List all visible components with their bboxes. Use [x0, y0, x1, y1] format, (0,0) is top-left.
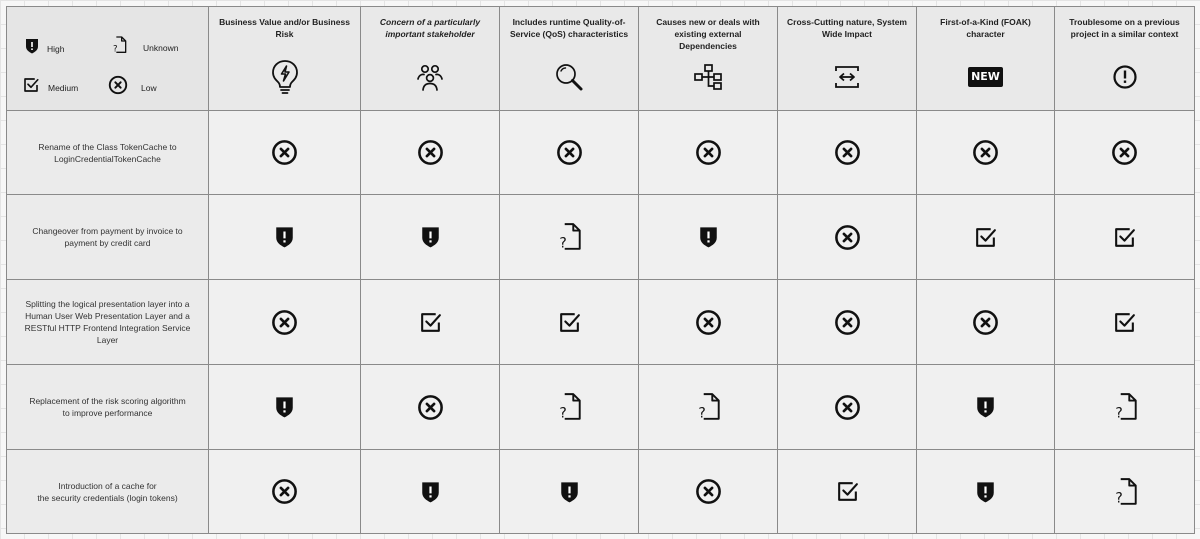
rating-cell [1055, 450, 1195, 534]
x-circle-icon [695, 139, 722, 166]
column-title: Causes new or deals with existing external Dependencies [656, 17, 760, 51]
rating-cell [361, 111, 500, 195]
row-label [7, 280, 209, 365]
rating-cell [361, 450, 500, 534]
column-header [361, 7, 500, 111]
question-document-icon [695, 392, 721, 422]
column-title: Includes runtime Quality-of-Service (QoS) characteristics [509, 17, 629, 39]
svg-text:?: ? [698, 405, 706, 422]
column-title: Troublesome on a previous project in a similar context [1069, 17, 1180, 39]
people-icon [413, 60, 447, 94]
shield-icon [975, 396, 996, 418]
rating-cell [1055, 195, 1195, 280]
legend-unknown [111, 35, 178, 60]
row-label [7, 111, 209, 195]
rating-cell [917, 365, 1055, 450]
x-circle-icon [972, 309, 999, 336]
checkbox-icon [557, 310, 582, 335]
legend-low-label: Low [141, 82, 157, 93]
rating-cell [209, 280, 361, 365]
row-label-text: Replacement of the risk scoring algorithm to improve performance [29, 396, 186, 418]
x-circle-icon [834, 224, 861, 251]
rating-cell [639, 195, 778, 280]
checkbox-icon [1112, 310, 1137, 335]
rating-cell [917, 111, 1055, 195]
rating-cell [778, 195, 917, 280]
rating-cell [1055, 111, 1195, 195]
x-circle-icon [695, 309, 722, 336]
rating-cell [500, 365, 639, 450]
rating-cell [778, 365, 917, 450]
column-title: Cross-Cutting nature, System Wide Impact [787, 17, 907, 39]
x-circle-icon [417, 394, 444, 421]
x-circle-icon [271, 309, 298, 336]
column-header [1055, 7, 1195, 111]
checkbox-icon [1112, 225, 1137, 250]
rating-cell [778, 450, 917, 534]
checkbox-icon [835, 479, 860, 504]
question-document-icon [556, 222, 582, 252]
new-badge-label: NEW [968, 67, 1003, 87]
legend-unknown-label: Unknown [143, 42, 179, 53]
rating-cell [639, 111, 778, 195]
legend-medium [22, 76, 78, 99]
x-circle-icon [834, 139, 861, 166]
arrows-icon [830, 60, 864, 94]
x-circle-icon [1111, 139, 1138, 166]
row-label [7, 195, 209, 280]
x-circle-icon [417, 139, 444, 166]
rating-cell [361, 195, 500, 280]
column-header [500, 7, 639, 111]
legend-low [108, 75, 157, 100]
rating-cell [361, 365, 500, 450]
lightbulb-icon [268, 60, 302, 94]
shield-icon [25, 38, 39, 59]
svg-text:?: ? [559, 405, 567, 422]
legend-medium-label: Medium [48, 82, 79, 93]
rating-cell [917, 195, 1055, 280]
row-label-text: Changeover from payment by invoice to payment by credit card [32, 226, 183, 248]
column-title: First-of-a-Kind (FOAK) character [940, 17, 1031, 39]
question-document-icon [111, 35, 127, 60]
column-header [917, 7, 1055, 111]
checkbox-icon [22, 76, 40, 99]
question-document-icon [1112, 392, 1138, 422]
legend-high [25, 38, 64, 59]
rating-cell [778, 280, 917, 365]
svg-text:?: ? [113, 44, 118, 55]
column-header [639, 7, 778, 111]
rating-cell [917, 280, 1055, 365]
rating-cell [639, 450, 778, 534]
row-label-text: Introduction of a cache for the security credentials (login tokens) [37, 480, 178, 503]
row-label-text: Rename of the Class TokenCache to LoginCredentialTokenCache [38, 141, 177, 164]
assessment-matrix [6, 6, 1195, 534]
shield-icon [559, 481, 580, 503]
exclamation-icon [1108, 60, 1142, 94]
column-title: Concern of a particularly important stakeholder [379, 17, 481, 39]
x-circle-icon [556, 139, 583, 166]
row-label [7, 450, 209, 534]
svg-text:?: ? [559, 235, 567, 252]
x-circle-icon [834, 309, 861, 336]
column-header [778, 7, 917, 111]
rating-cell [1055, 280, 1195, 365]
checkbox-icon [418, 310, 443, 335]
row-label [7, 365, 209, 450]
x-circle-icon [271, 139, 298, 166]
question-document-icon [556, 392, 582, 422]
rating-cell [209, 195, 361, 280]
rating-cell [917, 450, 1055, 534]
rating-cell [500, 280, 639, 365]
shield-icon [420, 226, 441, 248]
rating-cell [361, 280, 500, 365]
svg-text:?: ? [1114, 405, 1123, 422]
shield-icon [698, 226, 719, 248]
shield-icon [975, 481, 996, 503]
rating-cell [1055, 365, 1195, 450]
x-circle-icon [695, 478, 722, 505]
checkbox-icon [973, 225, 998, 250]
x-circle-icon [271, 478, 298, 505]
hierarchy-icon [691, 60, 725, 94]
rating-cell [500, 111, 639, 195]
question-document-icon [1112, 477, 1138, 507]
shield-icon [420, 481, 441, 503]
column-title: Business Value and/or Business Risk [219, 17, 350, 39]
new-badge-icon [969, 60, 1003, 94]
row-label-text: Splitting the logical presentation layer into a Human User Web Presentation Layer and a RESTful HTTP Frontend Integration Service Layer [24, 299, 191, 345]
x-circle-icon [108, 75, 128, 100]
x-circle-icon [972, 139, 999, 166]
legend [7, 7, 209, 111]
rating-cell [500, 450, 639, 534]
rating-cell [209, 450, 361, 534]
svg-text:?: ? [1114, 490, 1123, 507]
magnifier-icon [552, 60, 586, 94]
rating-cell [209, 111, 361, 195]
rating-cell [639, 365, 778, 450]
shield-icon [274, 226, 295, 248]
rating-cell [778, 111, 917, 195]
legend-high-label: High [47, 43, 65, 54]
rating-cell [500, 195, 639, 280]
rating-cell [639, 280, 778, 365]
rating-cell [209, 365, 361, 450]
shield-icon [274, 396, 295, 418]
x-circle-icon [834, 394, 861, 421]
column-header [209, 7, 361, 111]
